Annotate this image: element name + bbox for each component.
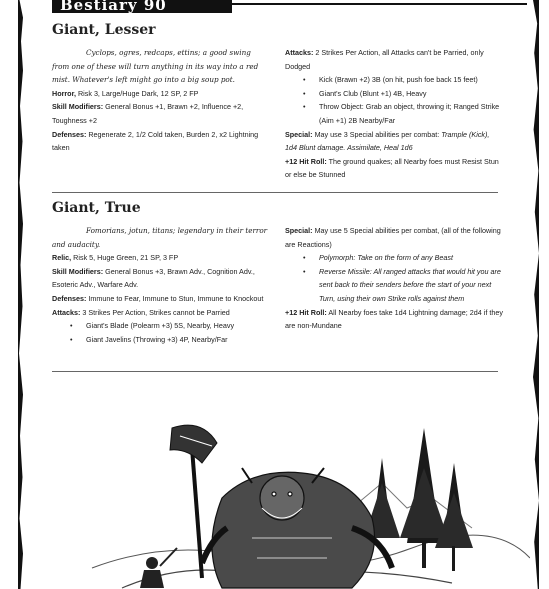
page-border-left xyxy=(18,0,23,589)
true-skills-value: General Bonus +3, Brawn Adv., Cognition Adv., Esoteric Adv., Warfare Adv. xyxy=(52,266,255,290)
true-attacks xyxy=(52,306,270,320)
bestiary-banner: Bestiary 90 xyxy=(52,0,232,13)
lesser-flavor-text: Cyclops, ogres, redcaps, ettins; a good swing from one of these will turn anything in its way into a red mist. Whatever's left might go into a big soup pot. xyxy=(52,48,259,85)
lesser-defenses xyxy=(52,128,270,155)
true-attacks-value: 3 Strikes Per Action, Strikes cannot be Parried xyxy=(80,307,230,317)
true-right-column xyxy=(285,224,503,333)
lesser-attacks-value: 2 Strikes Per Action, all Attacks can't be Parried, only Dodged xyxy=(285,48,484,71)
true-stats-value: Risk 5, Huge Green, 21 SP, 3 FP xyxy=(71,253,179,263)
lesser-defenses-value: Regenerate 2, 1/2 Cold taken, Burden 2, x2 Lightning taken xyxy=(52,129,259,153)
list-item: • Throw Object: Grab an object, throwing it; Ranged Strike (Aim +1) 2B Nearby/Far xyxy=(319,100,503,127)
true-defenses-value: Immune to Fear, Immune to Stun, Immune to Knockout xyxy=(86,293,264,303)
lesser-stats-label: Horror, xyxy=(52,88,76,98)
true-special xyxy=(285,224,503,251)
true-skills-label: Skill Modifiers: xyxy=(52,266,104,276)
lesser-hit-roll-value: The ground quakes; all Nearby foes must Resist Stun or else be Stunned xyxy=(285,156,499,180)
true-special-list xyxy=(285,251,503,305)
true-hit-roll xyxy=(285,306,503,333)
list-item: • Kick (Brawn +2) 3B (on hit, push foe back 15 feet) xyxy=(319,73,503,87)
section-title-lesser: Giant, Lesser xyxy=(52,22,156,38)
section-divider xyxy=(52,192,498,193)
header-rule xyxy=(232,3,527,5)
section-divider xyxy=(52,371,498,372)
lesser-attacks-label: Attacks: xyxy=(285,48,314,57)
special-reverse-missile: Reverse Missile: All ranged attacks that would hit you are sent back to their senders before the start of your next Turn, using their own Strike rolls against them xyxy=(319,266,501,303)
true-left-column xyxy=(52,224,270,346)
lesser-right-column xyxy=(285,46,503,182)
true-defenses xyxy=(52,292,270,306)
giant-battle-drawing xyxy=(52,388,530,589)
true-skills xyxy=(52,265,270,292)
true-stats-label: Relic, xyxy=(52,253,72,263)
lesser-special-italic: Trample (Kick), 1d4 Blunt damage. Assimilate, Heal 1d6 xyxy=(285,129,490,153)
lesser-special xyxy=(285,128,503,155)
true-special-label: Special: xyxy=(285,226,313,235)
lesser-attacks xyxy=(285,46,503,73)
lesser-special-value: May use 3 Special abilities per combat: xyxy=(312,129,442,139)
lesser-skills-value: General Bonus +1, Brawn +2, Influence +2, Toughness +2 xyxy=(52,102,244,125)
lesser-hit-roll-label: +12 Hit Roll: xyxy=(285,156,327,166)
true-flavor-text: Fomorians, jotun, titans; legendary in their terror and audacity. xyxy=(52,226,268,249)
true-hit-roll-label: +12 Hit Roll: xyxy=(285,307,327,317)
lesser-attack-list xyxy=(285,73,503,127)
lesser-defenses-label: Defenses: xyxy=(52,129,87,139)
lesser-stats-value: Risk 3, Large/Huge Dark, 12 SP, 2 FP xyxy=(75,88,199,98)
true-hit-roll-value: All Nearby foes take 1d4 Lightning damage; 2d4 if they are non-Mundane xyxy=(285,307,503,331)
page-border-right xyxy=(533,0,539,589)
lesser-stats xyxy=(52,87,270,101)
true-stats xyxy=(52,251,270,265)
list-item: • Giant's Club (Blunt +1) 4B, Heavy xyxy=(319,87,503,101)
list-item: • Giant Javelins (Throwing +3) 4P, Nearby/Far xyxy=(86,333,270,347)
true-defenses-label: Defenses: xyxy=(52,293,87,303)
true-attack-list xyxy=(52,319,270,346)
list-item: • Giant's Blade (Polearm +3) 5S, Nearby, Heavy xyxy=(86,319,270,333)
axe xyxy=(170,425,217,578)
special-polymorph: Polymorph: Take on the form of any Beast xyxy=(319,253,453,263)
lesser-skills-label: Skill Modifiers: xyxy=(52,102,104,112)
list-item xyxy=(319,251,503,265)
giant-figure xyxy=(202,468,392,588)
section-title-true: Giant, True xyxy=(52,200,141,216)
true-attacks-label: Attacks: xyxy=(52,307,81,317)
lesser-left-column xyxy=(52,46,270,155)
lesser-hit-roll xyxy=(285,155,503,182)
giant-illustration xyxy=(52,388,530,589)
list-item xyxy=(319,265,503,306)
lesser-skills xyxy=(52,100,270,127)
lesser-special-label: Special: xyxy=(285,129,313,139)
true-special-value: May use 5 Special abilities per combat, (all of the following are Reactions) xyxy=(285,226,501,249)
